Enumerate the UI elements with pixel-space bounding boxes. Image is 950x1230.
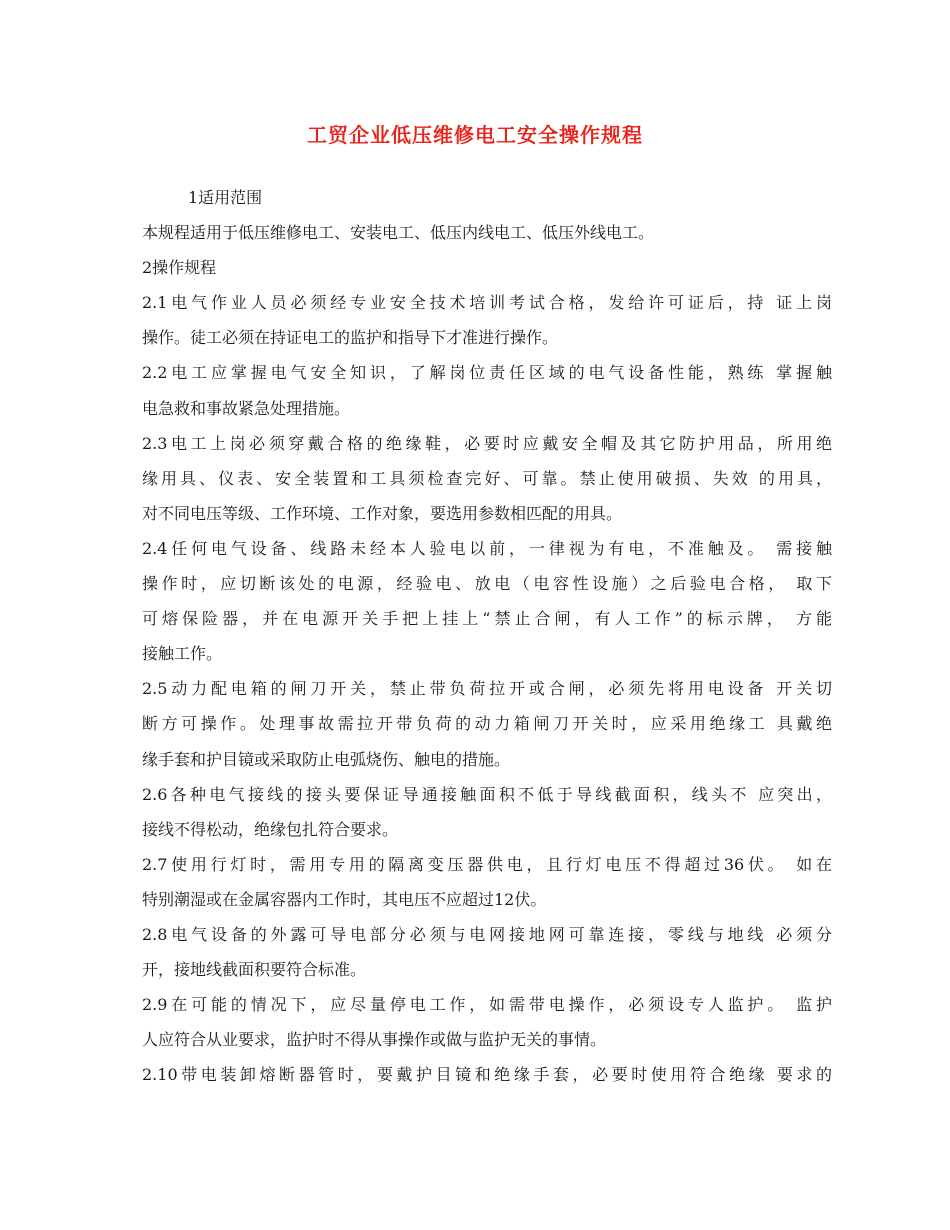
body-line: 操作。徒工必须在持证电工的监护和指导下才准进行操作。 bbox=[142, 328, 559, 348]
body-line: 2.4任何电气设备、线路未经本人验电以前，一律视为有电，不准触及。 需接触 bbox=[142, 538, 832, 558]
body-line: 2.9在可能的情况下，应尽量停电工作，如需带电操作，必须设专人监护。 监护 bbox=[142, 995, 832, 1015]
section-heading-scope: 1适用范围 bbox=[188, 188, 263, 207]
body-line: 特别潮湿或在金属容器内工作时，其电压不应超过12伏。 bbox=[142, 889, 547, 909]
body-line: 2.7使用行灯时，需用专用的隔离变压器供电，且行灯电压不得超过36伏。 如在 bbox=[142, 854, 832, 874]
body-line: 2.1电气作业人员必须经专业安全技术培训考试合格，发给许可证后，持 证上岗 bbox=[142, 293, 832, 313]
body-line: 操作时，应切断该处的电源，经验电、放电（电容性设施）之后验电合格， 取下 bbox=[142, 574, 832, 594]
body-line: 开，接地线截面积要符合标准。 bbox=[142, 960, 367, 980]
body-line: 人应符合从业要求，监护时不得从事操作或做与监护无关的事情。 bbox=[142, 1030, 607, 1050]
body-line: 对不同电压等级、工作环境、工作对象，要选用参数相匹配的用具。 bbox=[142, 503, 623, 523]
body-line: 2.3电工上岗必须穿戴合格的绝缘鞋，必要时应戴安全帽及其它防护用品，所用绝 bbox=[142, 433, 832, 453]
body-line: 缘手套和护目镜或采取防止电弧烧伤、触电的措施。 bbox=[142, 749, 511, 769]
body-line: 本规程适用于低压维修电工、安装电工、低压内线电工、低压外线电工。 bbox=[142, 223, 655, 243]
body-line: 2.6各种电气接线的接头要保证导通接触面积不低于导线截面积，线头不 应突出， bbox=[142, 784, 832, 804]
document-body bbox=[142, 180, 832, 1092]
body-line: 2.10带电装卸熔断器管时，要戴护目镜和绝缘手套，必要时使用符合绝缘 要求的 bbox=[142, 1065, 832, 1085]
document-title: 工贸企业低压维修电工安全操作规程 bbox=[307, 123, 643, 147]
body-line: 接触工作。 bbox=[142, 644, 223, 664]
body-line: 2.2电工应掌握电气安全知识，了解岗位责任区域的电气设备性能，熟练 掌握触 bbox=[142, 363, 832, 383]
body-line: 电急救和事故紧急处理措施。 bbox=[142, 398, 351, 418]
body-line: 断方可操作。处理事故需拉开带负荷的动力箱闸刀开关时，应采用绝缘工 具戴绝 bbox=[142, 714, 832, 734]
body-line: 2.5动力配电箱的闸刀开关，禁止带负荷拉开或合闸，必须先将用电设备 开关切 bbox=[142, 679, 832, 699]
body-line: 2.8电气设备的外露可导电部分必须与电网接地网可靠连接，零线与地线 必须分 bbox=[142, 924, 832, 944]
body-line: 缘用具、仪表、安全装置和工具须检查完好、可靠。禁止使用破损、失效 的用具， bbox=[142, 468, 832, 488]
body-line: 接线不得松动，绝缘包扎符合要求。 bbox=[142, 819, 399, 839]
body-line: 可熔保险器，并在电源开关手把上挂上“禁止合闸，有人工作”的标示牌， 方能 bbox=[142, 609, 832, 629]
section-heading-procedures: 2操作规程 bbox=[142, 258, 217, 278]
